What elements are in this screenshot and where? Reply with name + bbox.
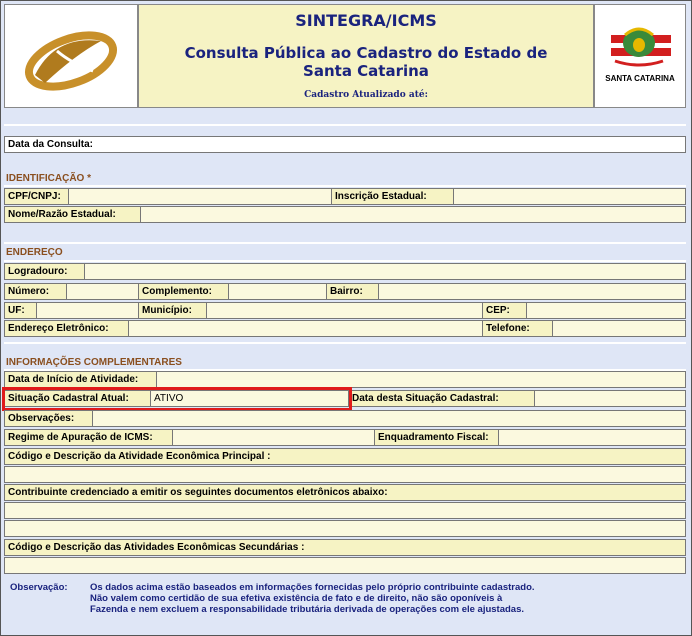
bairro-value [379,284,685,299]
email-value [129,321,483,336]
numero-value [67,284,139,299]
logradouro-row [4,263,686,280]
cep-value [527,303,685,318]
numero-label: Número: [5,284,67,299]
divider [4,124,686,126]
uf-label: UF: [5,303,37,318]
consulta-row [4,136,686,153]
cep-label: CEP: [483,303,527,318]
santa-catarina-flag-icon [595,5,685,75]
enquadramento-label: Enquadramento Fiscal: [375,430,499,445]
uf-value [37,303,139,318]
page-title: SINTEGRA/ICMS [295,11,437,30]
email-label: Endereço Eletrônico: [5,321,129,336]
cpf-label: CPF/CNPJ: [5,189,69,204]
flag-caption: SANTA CATARINA [605,74,675,83]
atividades-secundarias-row [4,539,686,556]
regime-row [4,429,686,446]
email-row [4,320,686,337]
inicio-row [4,371,686,388]
logradouro-label: Logradouro: [5,264,85,279]
subtitle-line-2: Santa Catarina [303,62,429,80]
situacao-value: ATIVO [151,391,349,406]
atividade-principal-value-row [4,466,686,483]
observacoes-row [4,410,686,427]
divider [4,342,686,344]
divider [4,242,686,244]
title-box [138,4,594,108]
atividade-principal-label: Código e Descrição da Atividade Econômica Principal : [5,449,685,464]
cpf-value [69,189,332,204]
subtitle-line-1: Consulta Pública ao Cadastro do Estado de [184,44,548,62]
regime-label: Regime de Apuração de ICMS: [5,430,173,445]
regime-value [173,430,375,445]
updated-label: Cadastro Atualizado até: [304,90,428,100]
ie-value [454,189,685,204]
complemento-value [229,284,327,299]
enquadramento-value [499,430,685,445]
flag-box [594,4,686,108]
telefone-label: Telefone: [483,321,553,336]
divider [4,185,686,187]
logradouro-value [85,264,685,279]
ie-label: Inscrição Estadual: [332,189,454,204]
section-identificacao: IDENTIFICAÇÃO * [6,173,91,184]
header [4,4,686,108]
nome-label: Nome/Razão Estadual: [5,207,141,222]
observacao-box [4,576,686,630]
section-complementares: INFORMAÇÕES COMPLEMENTARES [6,357,182,368]
atividade-principal-row [4,448,686,465]
observacao-line-3: Fazenda e nem excluem a responsabilidade tributária derivada de operações com ele ajustadas. [90,604,525,615]
municipio-value [207,303,483,318]
atividades-secundarias-value-row [4,557,686,574]
observacao-text [90,582,670,615]
situacao-label: Situação Cadastral Atual: [5,391,151,406]
nome-value [141,207,685,222]
logo-box [4,4,138,108]
uf-row [4,302,686,319]
section-endereco: ENDEREÇO [6,247,63,258]
complemento-label: Complemento: [139,284,229,299]
atividades-secundarias-label: Código e Descrição das Atividades Econômicas Secundárias : [5,540,685,555]
observacoes-value [93,411,685,426]
municipio-label: Município: [139,303,207,318]
inicio-value [157,372,685,387]
credenciado-value-row-2 [4,520,686,537]
highlight-box [2,387,352,411]
cpf-row [4,188,686,205]
inicio-label: Data de Início de Atividade: [5,372,157,387]
data-situacao-value [535,391,685,406]
credenciado-label: Contribuinte credenciado a emitir os seguintes documentos eletrônicos abaixo: [5,485,685,500]
consulta-date-label: Data da Consulta: [5,137,685,152]
nome-row [4,206,686,223]
numero-row [4,283,686,300]
credenciado-value-row-1 [4,502,686,519]
divider [4,260,686,262]
sintegra-logo-icon [5,5,137,107]
data-situacao-label: Data desta Situação Cadastral: [349,391,535,406]
observacao-line-2: Não valem como certidão de sua efetiva existência de fato e de direito, não são oponíveis à [90,593,503,604]
observacao-label: Observação: [10,582,68,593]
bairro-label: Bairro: [327,284,379,299]
observacao-line-1: Os dados acima estão baseados em informações fornecidas pelo próprio contribuinte cadastrado. [90,582,535,593]
telefone-value [553,321,685,336]
credenciado-row [4,484,686,501]
page-subtitle [139,44,593,80]
observacoes-label: Observações: [5,411,93,426]
